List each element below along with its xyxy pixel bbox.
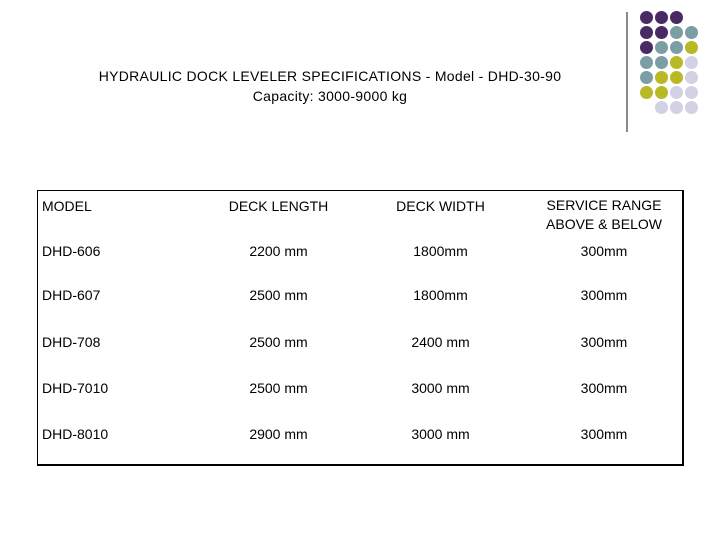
table-header-row — [37, 196, 684, 232]
header-service-range: SERVICE RANGE ABOVE & BELOW — [546, 197, 662, 232]
decorative-dot — [655, 56, 668, 69]
cell-deck-width: 2400 mm — [411, 334, 470, 350]
title-line-1: HYDRAULIC DOCK LEVELER SPECIFICATIONS - Model - DHD-30-90 — [98, 68, 562, 84]
decorative-dot — [670, 101, 683, 114]
table-row — [37, 378, 684, 398]
decorative-dot — [685, 101, 698, 114]
table-row — [37, 424, 684, 444]
decorative-dot — [685, 71, 698, 84]
decorative-dot — [670, 26, 683, 39]
cell-model: DHD-708 — [42, 334, 101, 350]
cell-deck-length: 2500 mm — [249, 380, 308, 396]
decorative-dot — [670, 56, 683, 69]
decorative-dot — [670, 41, 683, 54]
table-row — [37, 285, 684, 305]
cell-deck-width: 1800mm — [413, 287, 468, 303]
decorative-dot — [640, 26, 653, 39]
cell-service-range: 300mm — [580, 287, 628, 303]
decorative-dot — [685, 41, 698, 54]
decorative-dot — [670, 86, 683, 99]
decorative-dot — [640, 56, 653, 69]
cell-model: DHD-8010 — [42, 426, 109, 442]
decorative-dot — [670, 11, 683, 24]
header-deck-width: DECK WIDTH — [396, 198, 485, 214]
cell-model: DHD-607 — [42, 287, 101, 303]
cell-deck-width: 3000 mm — [411, 426, 470, 442]
title-line-2: Capacity: 3000-9000 kg — [252, 88, 408, 104]
decorative-dot — [655, 26, 668, 39]
cell-deck-length: 2200 mm — [249, 243, 308, 259]
decorative-dot — [640, 86, 653, 99]
cell-service-range: 300mm — [580, 334, 628, 350]
decorative-dot — [670, 71, 683, 84]
decorative-dot — [640, 71, 653, 84]
decorative-dot — [640, 41, 653, 54]
decorative-divider — [626, 12, 628, 132]
table-row — [37, 332, 684, 352]
cell-deck-width: 3000 mm — [411, 380, 470, 396]
decorative-dot — [655, 71, 668, 84]
cell-service-range: 300mm — [580, 380, 628, 396]
cell-model: DHD-606 — [42, 243, 101, 259]
cell-deck-length: 2500 mm — [249, 287, 308, 303]
cell-deck-width: 1800mm — [413, 243, 468, 259]
decorative-dot — [655, 86, 668, 99]
cell-deck-length: 2500 mm — [249, 334, 308, 350]
decorative-dot — [655, 101, 668, 114]
decorative-dot — [640, 11, 653, 24]
decorative-dot — [655, 41, 668, 54]
cell-deck-length: 2900 mm — [249, 426, 308, 442]
decorative-dot — [685, 86, 698, 99]
header-model: MODEL — [42, 198, 92, 214]
decorative-dot — [655, 11, 668, 24]
decorative-dot — [685, 26, 698, 39]
decorative-dot — [685, 56, 698, 69]
cell-model: DHD-7010 — [42, 380, 109, 396]
cell-service-range: 300mm — [580, 426, 628, 442]
header-deck-length: DECK LENGTH — [228, 198, 329, 214]
slide-title — [20, 66, 640, 106]
cell-service-range: 300mm — [580, 243, 628, 259]
table-row — [37, 241, 684, 261]
